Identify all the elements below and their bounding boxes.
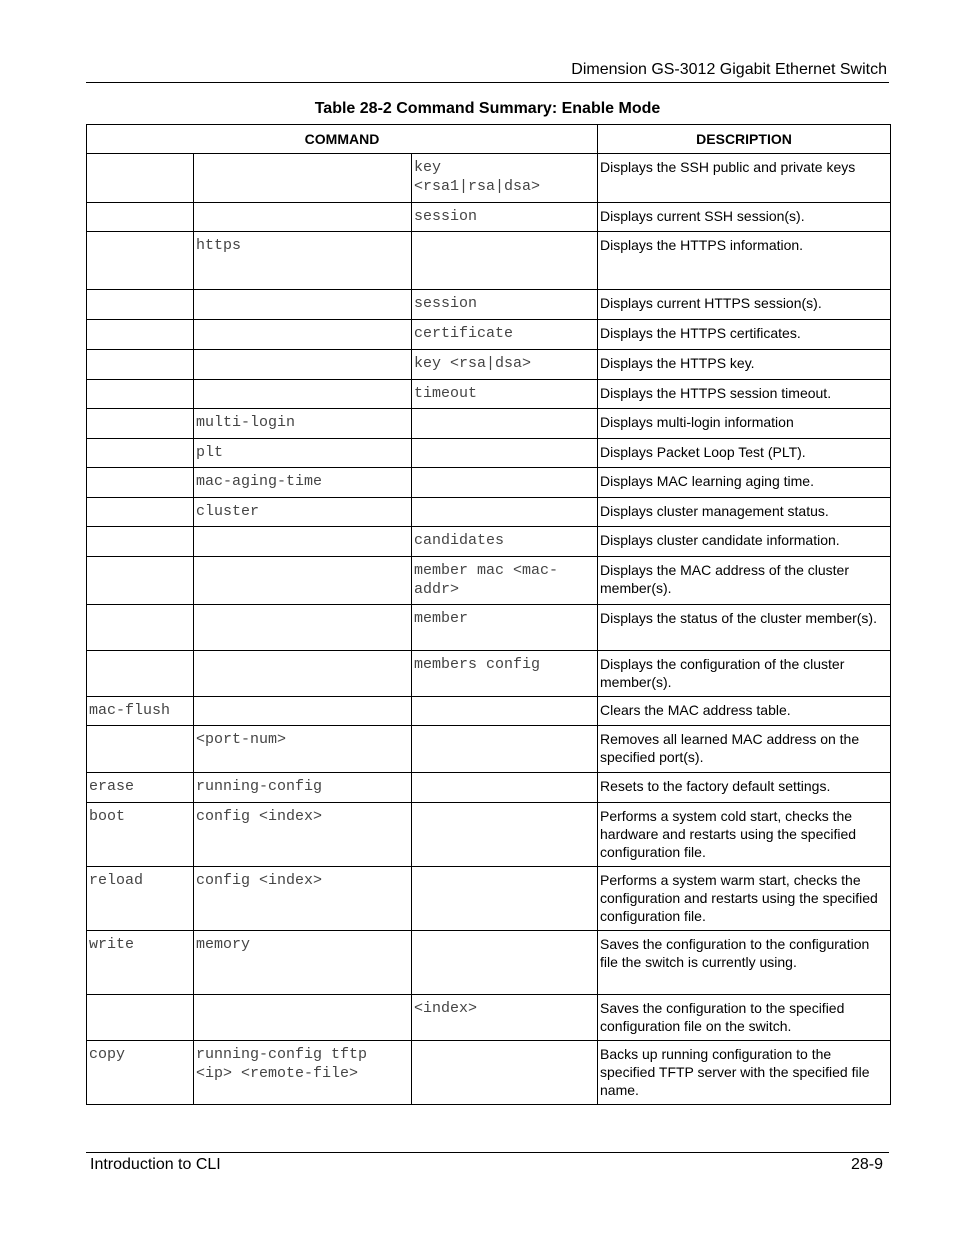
command-cell-1: erase — [87, 773, 194, 803]
command-cell-3: session — [412, 290, 598, 320]
description-cell: Performs a system warm start, checks the configuration and restarts using the specified configuration file. — [598, 867, 891, 931]
command-cell-1 — [87, 232, 194, 290]
column-header-description: DESCRIPTION — [598, 125, 891, 154]
table-row — [87, 380, 891, 409]
command-cell-3: members config — [412, 651, 598, 697]
table-row — [87, 409, 891, 439]
command-cell-2: plt — [194, 439, 412, 468]
command-cell-2: mac-aging-time — [194, 468, 412, 498]
description-cell: Backs up running configuration to the specified TFTP server with the specified file name. — [598, 1041, 891, 1105]
command-cell-2 — [194, 651, 412, 697]
command-cell-1 — [87, 557, 194, 605]
table-row — [87, 995, 891, 1041]
table-row — [87, 320, 891, 350]
command-cell-3 — [412, 803, 598, 867]
command-cell-3: member mac <mac- addr> — [412, 557, 598, 605]
command-cell-3 — [412, 931, 598, 995]
description-cell: Saves the configuration to the specified configuration file on the switch. — [598, 995, 891, 1041]
command-cell-2: memory — [194, 931, 412, 995]
command-cell-3: session — [412, 203, 598, 232]
command-cell-3 — [412, 232, 598, 290]
command-cell-2: cluster — [194, 498, 412, 527]
command-cell-3: key <rsa1|rsa|dsa> — [412, 154, 598, 203]
command-cell-1: write — [87, 931, 194, 995]
command-cell-2: multi-login — [194, 409, 412, 439]
command-cell-1 — [87, 498, 194, 527]
command-cell-1 — [87, 203, 194, 232]
footer-rule — [86, 1152, 889, 1153]
command-cell-3 — [412, 1041, 598, 1105]
command-cell-2: config <index> — [194, 803, 412, 867]
description-cell: Displays the HTTPS key. — [598, 350, 891, 380]
command-cell-2 — [194, 697, 412, 726]
description-cell: Clears the MAC address table. — [598, 697, 891, 726]
table-row — [87, 1041, 891, 1105]
table-row — [87, 605, 891, 651]
command-cell-3 — [412, 468, 598, 498]
command-cell-1: copy — [87, 1041, 194, 1105]
header-rule — [86, 82, 889, 83]
table-row — [87, 350, 891, 380]
command-cell-1 — [87, 290, 194, 320]
description-cell: Displays the HTTPS certificates. — [598, 320, 891, 350]
description-cell: Performs a system cold start, checks the hardware and restarts using the specified configuration file. — [598, 803, 891, 867]
command-cell-2: running-config tftp <ip> <remote-file> — [194, 1041, 412, 1105]
command-cell-1 — [87, 527, 194, 557]
table-row — [87, 773, 891, 803]
table-title: Table 28-2 Command Summary: Enable Mode — [314, 100, 661, 117]
command-cell-2 — [194, 605, 412, 651]
table-row — [87, 651, 891, 697]
command-cell-1 — [87, 380, 194, 409]
description-cell: Displays the status of the cluster member(s). — [598, 605, 891, 651]
command-cell-3: candidates — [412, 527, 598, 557]
command-cell-1 — [87, 651, 194, 697]
table-row — [87, 867, 891, 931]
command-cell-3 — [412, 439, 598, 468]
command-cell-3: <index> — [412, 995, 598, 1041]
description-cell: Resets to the factory default settings. — [598, 773, 891, 803]
description-cell: Displays Packet Loop Test (PLT). — [598, 439, 891, 468]
description-cell: Displays current SSH session(s). — [598, 203, 891, 232]
table-row — [87, 439, 891, 468]
command-cell-3 — [412, 697, 598, 726]
command-cell-2 — [194, 203, 412, 232]
description-cell: Displays the configuration of the cluster member(s). — [598, 651, 891, 697]
command-cell-2 — [194, 290, 412, 320]
command-cell-3 — [412, 726, 598, 773]
command-cell-1 — [87, 468, 194, 498]
command-cell-3 — [412, 498, 598, 527]
table-header-row — [87, 125, 891, 154]
command-cell-1 — [87, 605, 194, 651]
command-cell-3: certificate — [412, 320, 598, 350]
command-cell-3 — [412, 409, 598, 439]
footer-page-number: 28-9 — [850, 1156, 883, 1173]
table-row — [87, 697, 891, 726]
command-cell-2 — [194, 527, 412, 557]
command-cell-3: timeout — [412, 380, 598, 409]
command-cell-1 — [87, 726, 194, 773]
description-cell: Displays current HTTPS session(s). — [598, 290, 891, 320]
footer-chapter-title: Introduction to CLI — [90, 1156, 221, 1173]
table-row — [87, 203, 891, 232]
table-row — [87, 557, 891, 605]
description-cell: Removes all learned MAC address on the specified port(s). — [598, 726, 891, 773]
table-row — [87, 931, 891, 995]
description-cell: Displays the HTTPS session timeout. — [598, 380, 891, 409]
running-header-title: Dimension GS-3012 Gigabit Ethernet Switch — [571, 61, 887, 78]
command-cell-2: <port-num> — [194, 726, 412, 773]
command-cell-1 — [87, 995, 194, 1041]
command-cell-2: running-config — [194, 773, 412, 803]
command-cell-2 — [194, 557, 412, 605]
command-cell-3 — [412, 867, 598, 931]
command-cell-1 — [87, 350, 194, 380]
table-row — [87, 232, 891, 290]
description-cell: Displays the HTTPS information. — [598, 232, 891, 290]
command-cell-1: boot — [87, 803, 194, 867]
command-cell-2 — [194, 995, 412, 1041]
table-row — [87, 290, 891, 320]
table-row — [87, 726, 891, 773]
table-row — [87, 154, 891, 203]
command-cell-2 — [194, 320, 412, 350]
description-cell: Displays multi-login information — [598, 409, 891, 439]
command-cell-2 — [194, 154, 412, 203]
command-cell-1: reload — [87, 867, 194, 931]
description-cell: Displays cluster management status. — [598, 498, 891, 527]
column-header-command: COMMAND — [87, 125, 598, 154]
description-cell: Displays MAC learning aging time. — [598, 468, 891, 498]
table-row — [87, 527, 891, 557]
table-row — [87, 803, 891, 867]
command-cell-2 — [194, 350, 412, 380]
description-cell: Displays the MAC address of the cluster member(s). — [598, 557, 891, 605]
command-cell-2 — [194, 380, 412, 409]
table-row — [87, 498, 891, 527]
command-cell-3 — [412, 773, 598, 803]
command-cell-1 — [87, 409, 194, 439]
command-summary-table — [86, 124, 891, 1105]
command-cell-1: mac-flush — [87, 697, 194, 726]
command-cell-1 — [87, 154, 194, 203]
command-cell-1 — [87, 439, 194, 468]
table-row — [87, 468, 891, 498]
command-cell-3: key <rsa|dsa> — [412, 350, 598, 380]
description-cell: Displays cluster candidate information. — [598, 527, 891, 557]
command-cell-2: https — [194, 232, 412, 290]
description-cell: Displays the SSH public and private keys — [598, 154, 891, 203]
command-cell-2: config <index> — [194, 867, 412, 931]
description-cell: Saves the configuration to the configuration file the switch is currently using. — [598, 931, 891, 995]
command-cell-1 — [87, 320, 194, 350]
command-cell-3: member — [412, 605, 598, 651]
